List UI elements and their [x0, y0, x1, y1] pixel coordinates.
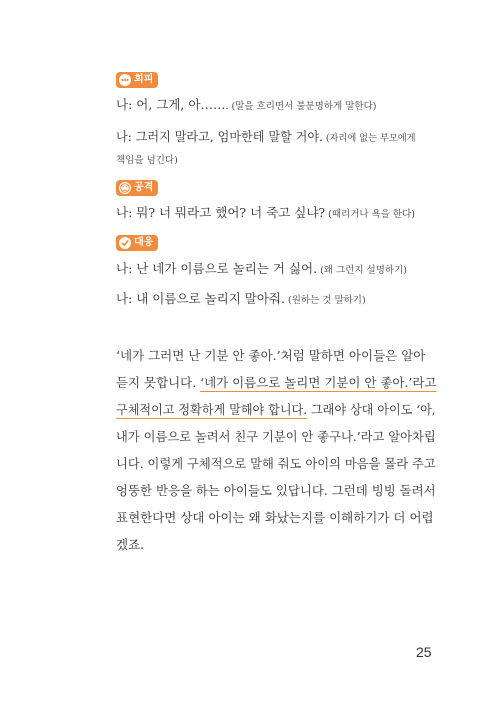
text-run: 그래야 상대 아이도 ‘아,	[307, 402, 436, 417]
ellipsis-icon	[119, 74, 131, 86]
dialogue-text: 나: 난 네가 이름으로 놀리는 거 싫어.	[116, 261, 318, 276]
dialogue-note: (때리거나 욕을 한다)	[325, 209, 415, 220]
angry-face-icon	[119, 182, 131, 194]
paragraph-line	[116, 536, 144, 554]
paragraph-line	[116, 374, 436, 392]
dialogue-text: 나: 뭐? 너 뭐라고 했어? 너 죽고 싶냐?	[116, 205, 326, 220]
dialogue-note: (원하는 것 말하기)	[284, 295, 366, 306]
page-number: 25	[416, 644, 432, 660]
badge-avoid	[116, 72, 158, 88]
dialogue-line	[116, 260, 407, 280]
dialogue-text: 나: 그러지 말라고, 엄마한테 말할 거야.	[116, 129, 323, 144]
underlined-text: 구체적이고 정확하게 말해야 합니다.	[116, 402, 308, 417]
badge-response	[116, 235, 158, 251]
text-run: 내가 이름으로 놀려서 친구 기분이 안 좋구나.’라고 알아차립	[116, 429, 436, 444]
text-run: ‘네가 그러면 난 기분 안 좋아.’처럼 말하면 아이들은 알아	[116, 348, 426, 363]
dialogue-line	[116, 128, 416, 148]
paragraph-line	[116, 482, 436, 500]
text-run: 표현한다면 상대 아이는 왜 화났는지를 이해하기가 더 어렵	[116, 510, 434, 525]
paragraph-line	[116, 428, 436, 446]
dialogue-note-continued: 책임을 넘긴다)	[116, 155, 178, 166]
text-run: 니다. 이렇게 구체적으로 말해 줘도 아이의 마음을 몰라 주고	[116, 456, 436, 471]
dialogue-line	[116, 96, 376, 116]
dialogue-note: (자리에 없는 부모에게	[322, 133, 416, 144]
dialogue-note: (왜 그런지 설명하기)	[317, 265, 407, 276]
paragraph-line	[116, 401, 436, 419]
underlined-text: ‘네가 이름으로 놀리면 기분이 안 좋아.’라고	[200, 375, 437, 390]
badge-label: 공격	[134, 182, 154, 193]
text-run: 겠죠.	[116, 537, 145, 552]
check-icon	[119, 237, 131, 249]
dialogue-text: 나: 내 이름으로 놀리지 말아줘.	[116, 291, 285, 306]
dialogue-line	[116, 290, 366, 310]
dialogue-note: . (말을 흐리면서 불분명하게 말한다)	[225, 101, 377, 112]
paragraph-line	[116, 509, 434, 527]
dialogue-text: 나: 어, 그게, 아……	[116, 97, 226, 112]
paragraph-line	[116, 455, 436, 473]
paragraph-line	[116, 347, 425, 365]
badge-attack	[116, 180, 158, 196]
badge-label: 회피	[134, 74, 154, 85]
badge-label: 대응	[134, 237, 154, 248]
text-run: 듣지 못합니다.	[116, 375, 201, 390]
dialogue-line	[116, 204, 415, 224]
text-run: 엉뚱한 반응을 하는 아이들도 있답니다. 그런데 빙빙 돌려서	[116, 483, 436, 498]
